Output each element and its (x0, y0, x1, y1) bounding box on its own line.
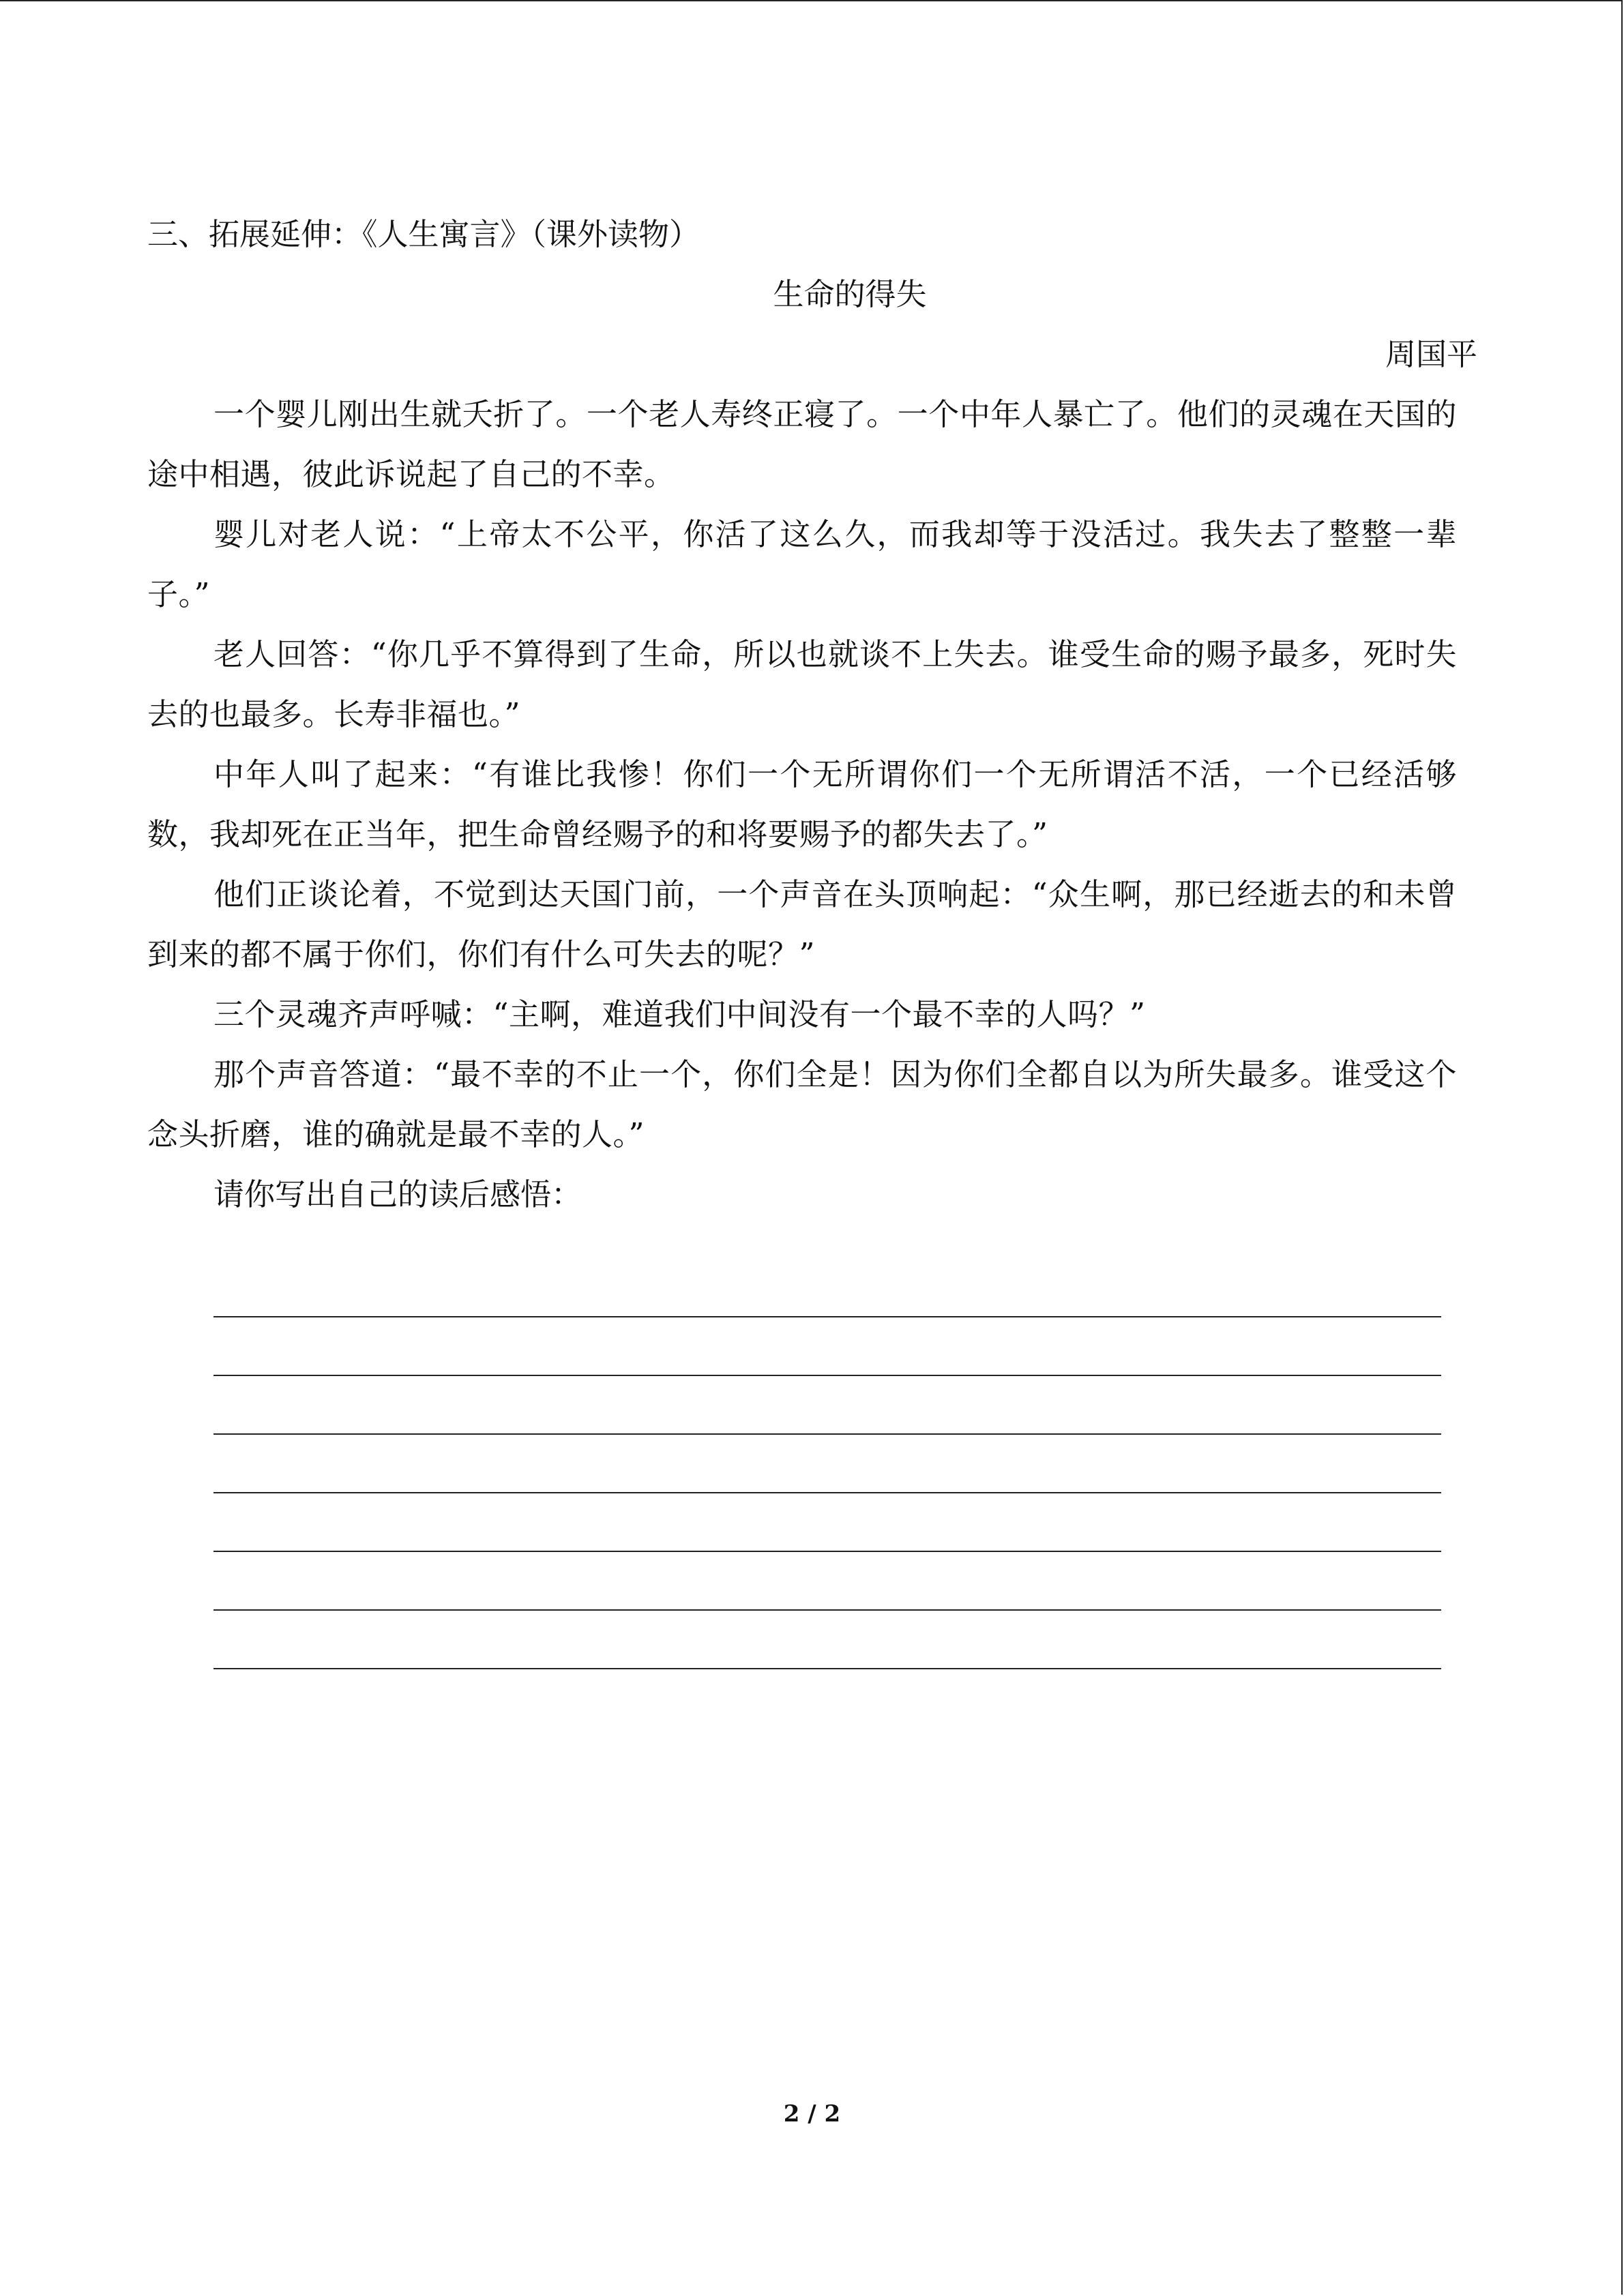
answer-line[interactable] (213, 1317, 1441, 1376)
section-heading: 三、拓展延伸：《人生寓言》（课外读物） (147, 216, 700, 252)
document-body (147, 205, 1477, 1669)
story-paragraph-5: 他们正谈论着，不觉到达天国门前，一个声音在头顶响起：“众生啊，那已经逝去的和未曾到来的都不属于你们，你们有什么可失去的呢？” (147, 876, 1457, 972)
story-author: 周国平 (1385, 336, 1477, 372)
answer-line[interactable] (213, 1611, 1441, 1669)
story-paragraph-3: 老人回答：“你几乎不算得到了生命，所以也就谈不上失去。谁受生命的赐予最多，死时失去的也最多。长寿非福也。” (147, 636, 1457, 732)
page-number: 2 / 2 (783, 2100, 841, 2128)
reflection-prompt: 请你写出自己的读后感悟： (213, 1176, 582, 1212)
story-title: 生命的得失 (773, 276, 927, 312)
answer-line[interactable] (213, 1263, 1441, 1317)
answer-line[interactable] (213, 1552, 1441, 1611)
story-paragraph-7: 那个声音答道：“最不幸的不止一个，你们全是！因为你们全都自以为所失最多。谁受这个念头折磨，谁的确就是最不幸的人。” (147, 1056, 1457, 1152)
answer-line[interactable] (213, 1376, 1441, 1435)
story-paragraph-2: 婴儿对老人说：“上帝太不公平，你活了这么久，而我却等于没活过。我失去了整整一辈子。” (147, 516, 1457, 612)
answer-area[interactable] (213, 1263, 1441, 1669)
answer-line[interactable] (213, 1435, 1441, 1493)
story-paragraph-4: 中年人叫了起来：“有谁比我惨！你们一个无所谓你们一个无所谓活不活，一个已经活够数，我却死在正当年，把生命曾经赐予的和将要赐予的都失去了。” (147, 756, 1457, 852)
story-paragraph-6: 三个灵魂齐声呼喊：“主啊，难道我们中间没有一个最不幸的人吗？” (213, 996, 1146, 1032)
answer-line[interactable] (213, 1493, 1441, 1552)
story-paragraph-1: 一个婴儿刚出生就夭折了。一个老人寿终正寝了。一个中年人暴亡了。他们的灵魂在天国的途中相遇，彼此诉说起了自己的不幸。 (147, 396, 1457, 492)
